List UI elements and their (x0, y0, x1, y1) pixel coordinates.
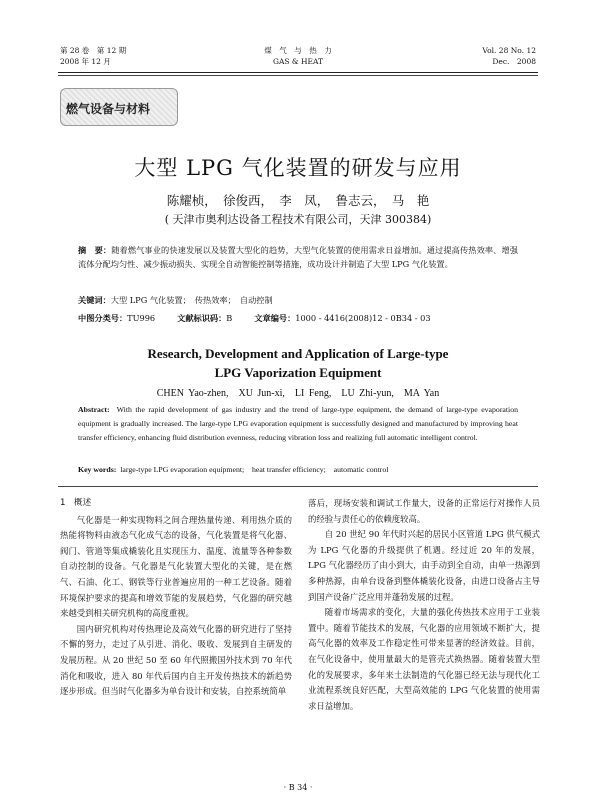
abstract-en-text: With the rapid development of gas industry and the trend of large-type equipment, the demand of large-type evaporation equipment is gradually increased. The large-type LPG evaporation equipment is successfully designed and manufactured by improving heat transfer efficiency, enhancing fluid distribution evenness, reducing vibration loss and realizing full automatic intelligent control. (78, 405, 519, 442)
front-matter-divider (58, 486, 538, 487)
doc-code-value: B (226, 313, 233, 323)
paper-title-en (0, 344, 596, 382)
article-no-value: 1000 - 4416(2008)12 - 0B34 - 03 (295, 313, 431, 323)
body-column-right (308, 496, 540, 714)
abstract-cn (78, 244, 518, 271)
classification-line (78, 313, 518, 324)
article-no-label: 文章编号： (254, 313, 296, 323)
body-paragraph: 落后，现场安装和调试工作量大，设备的正常运行对操作人员的经验与责任心的依赖度较高。 (308, 498, 540, 524)
journal-name-cn: 煤 气 与 热 力 (264, 46, 332, 55)
section-heading: 1 概述 (60, 498, 92, 508)
title-en-line1: Research, Development and Application of Large-type (147, 346, 449, 361)
keywords-cn (78, 295, 518, 306)
authors-cn: 陈耀桢， 徐俊西， 李 凤， 鲁志云， 马 艳 (166, 193, 430, 208)
body-paragraph: 随着市场需求的变化，大量的强化传热技术应用于工业装置中。随着节能技术的发展，气化器的应用领域不断扩大，提高气化器的效率及工作稳定性可带来显著的经济效益。目前，在气化设备中，使用量最大的是管壳式换热器。随着装置大型化的发展要求，多年来土法制造的气化器已经无法与现代化工业流程系统良好匹配，大型高效能的 LPG 气化装置的使用需求日益增加。 (308, 607, 540, 711)
keywords-cn-text: 大型 LPG 气化装置； 传热效率； 自动控制 (110, 295, 273, 305)
page-number: · B 34 · (283, 783, 313, 792)
abstract-cn-text: 随着燃气事业的快速发展以及装置大型化的趋势，大型气化装置的使用需求日益增加。通过提高传热效率、增强流体分配均匀性、减少振动损失、实现全自动智能控制等措施，成功设计并制造了大型 LPG 气化装置。 (78, 245, 518, 269)
body-paragraph: 国内研究机构对传热理论及高效气化器的研究进行了坚持不懈的努力，走过了从引进、消化、吸收、发展到自主研发的发展历程。从 20 世纪 50 至 60 年代照搬国外技术到 70 年代消化和吸收，进入 80 年代后国内自主开发传热技术的新趋势逐步形成。但当时气化器多为单台设计和安装，自控系统简单 (60, 623, 292, 697)
issue-date-en: Dec. 2008 (492, 57, 536, 66)
affiliation-cn: ( 天津市奥利达设备工程技术有限公司，天津 300384) (164, 213, 432, 226)
journal-name-en: GAS & HEAT (272, 57, 323, 66)
header-rule (58, 72, 538, 73)
clc-value: TU996 (127, 313, 156, 323)
volume-issue-line: 第 28 卷 第 12 期 (60, 46, 127, 55)
body-paragraph: 气化器是一种实现物料之间合理热量传递、利用热介质的热能将物料由液态气化成气态的设备，气化装置是将气化器、阀门、管道等集成橇装化且实现压力、温度、流量等各种参数自动控制的设备。气化器是气化装置大型化的关键，是在燃气、石油、化工、钢铁等行业普遍应用的一种工艺设备。随着环境保护要求的提高和增效节能的发展趋势，气化器的研究越来越受到相关研究机构的高度重视。 (60, 514, 292, 619)
abstract-cn-label: 摘 要： (78, 245, 112, 255)
doc-code-label: 文献标识码： (177, 313, 227, 323)
clc-label: 中图分类号： (78, 313, 128, 323)
body-column-left (60, 496, 292, 700)
keywords-en-text: large-type LPG evaporation equipment; heat transfer efficiency; automatic control (120, 465, 389, 474)
abstract-en-label: Abstract: (78, 405, 110, 414)
authors-en: CHEN Yao-zhen, XU Jun-xi, LI Feng, LU Zhi-yun, MA Yan (156, 388, 440, 399)
section-label: 燃气设备与材料 (66, 102, 151, 116)
abstract-en (78, 403, 518, 445)
volume-issue-en: Vol. 28 No. 12 (482, 46, 536, 55)
section-badge (60, 88, 178, 126)
header-rule-thin (58, 75, 538, 76)
paper-title-cn: 大型 LPG 气化装置的研发与应用 (134, 156, 462, 180)
title-en-line2: LPG Vaporization Equipment (214, 365, 382, 380)
header-volume-en (482, 45, 536, 67)
issue-date-line: 2008 年 12 月 (60, 57, 111, 66)
body-paragraph: 自 20 世纪 90 年代时兴起的居民小区管道 LPG 供气模式为 LPG 气化器的升级提供了机遇。经过近 20 年的发展，LPG 气化器经历了由小到大，由手动到全自动，由单一热源到多种热源，由单台设备到整体橇装化设备，由进口设备占主导到国产设备广泛应用并蓬勃发展的过程。 (308, 529, 540, 602)
keywords-en (78, 464, 518, 475)
keywords-cn-label: 关键词： (78, 295, 111, 305)
keywords-en-label: Key words: (78, 465, 117, 474)
